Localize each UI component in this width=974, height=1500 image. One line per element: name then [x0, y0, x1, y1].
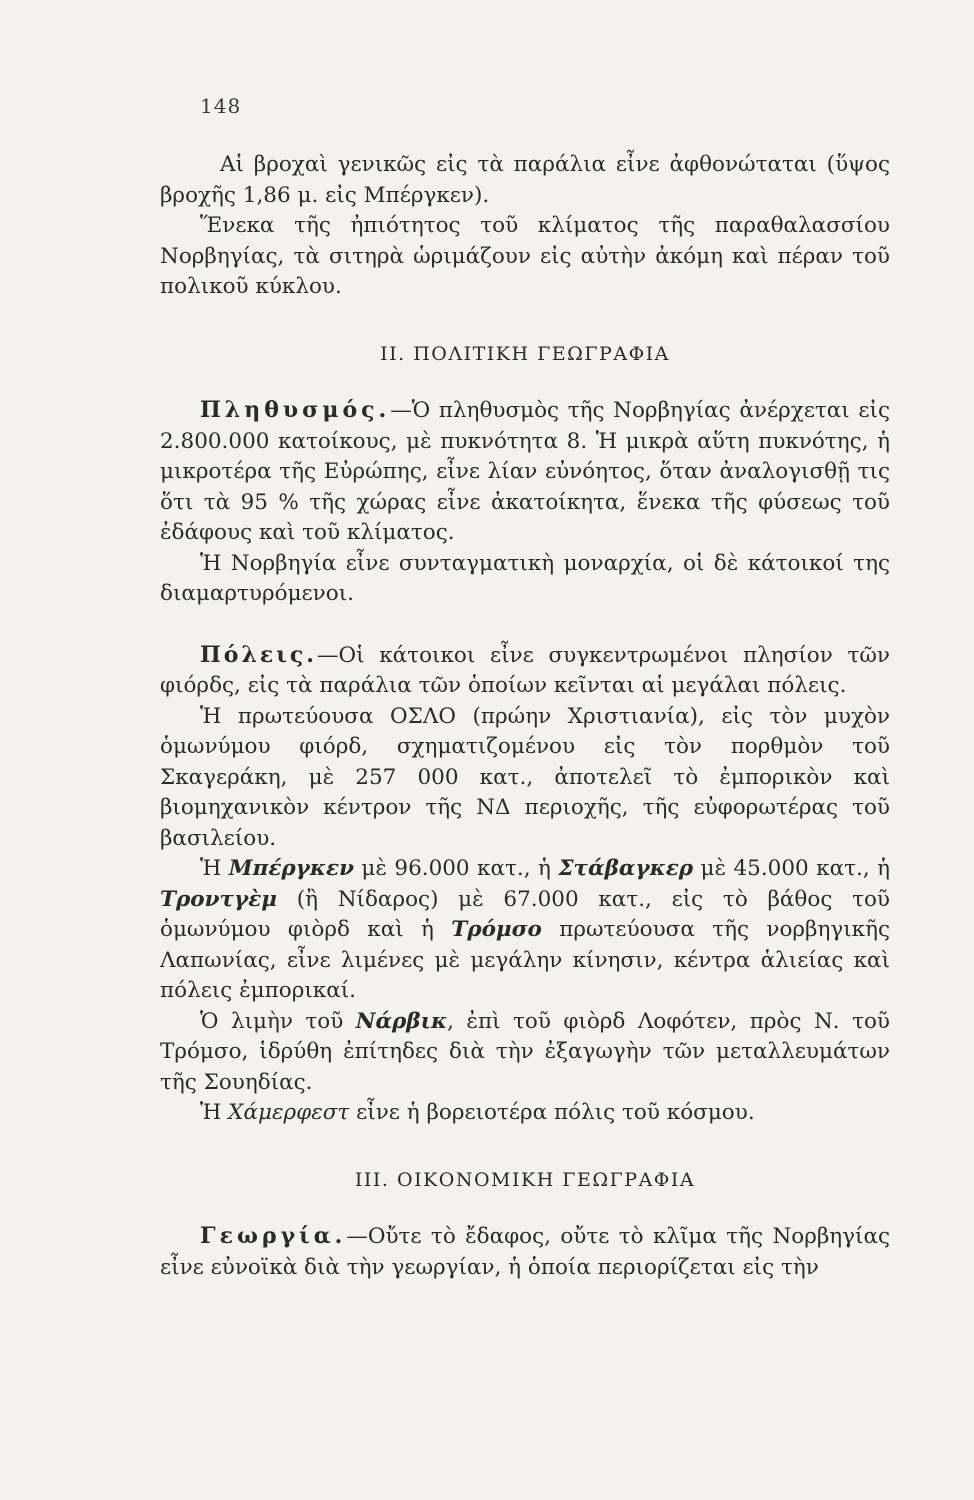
text-run: εἶνε ἡ βορειοτέρα πόλις τοῦ κόσμου.: [349, 1100, 755, 1125]
text-run: Ὁ λιμὴν τοῦ: [200, 1008, 356, 1034]
paragraph-hammerfest: [160, 1098, 890, 1129]
city-narvik: Νάρβικ: [355, 1008, 448, 1034]
page-body: [160, 150, 890, 1283]
agriculture-text: —Οὔτε τὸ ἔδαφος, οὔτε τὸ κλῖμα τῆς Νορβηγίας εἶνε εὐνοϊκὰ διὰ τὴν γεωργίαν, ἡ ὁποία περιορίζεται εἰς τὴν: [160, 1224, 890, 1280]
paragraph-monarchy: Ἡ Νορβηγία εἶνε συνταγματικὴ μοναρχία, οἱ δὲ κάτοικοί της διαμαρτυρόμενοι.: [160, 550, 890, 606]
cities-label: Πόλεις.: [200, 641, 317, 668]
paragraph-ports: [160, 854, 890, 1007]
population-label: Πληθυσμός.: [200, 397, 391, 423]
text-run: πρωτεύουσα τῆς νορβηγικῆς Λαπωνίας, εἶνε λιμένες μὲ μεγάλην κίνησιν, κέντρα ἁλιείας καὶ πόλεις ἐμπορικαί.: [160, 917, 890, 1003]
city-tromso: Τρόμσο: [451, 917, 542, 942]
city-stavanger: Στάβαγκερ: [558, 856, 694, 881]
text-run: Ἡ: [200, 856, 229, 881]
text-run: Ἡ: [200, 1100, 229, 1125]
city-hammerfest: Χάμερφεστ: [228, 1100, 350, 1125]
text-run: , ἐπὶ τοῦ φιὸρδ Λοφότεν, πρὸς Ν. τοῦ Τρόμσο, ἱδρύθη ἐπίτηδες διὰ τὴν ἐξαγωγὴν τῶν μεταλλευμάτων τῆς Σουηδίας.: [160, 1008, 890, 1095]
section-heading-economic: III. ΟΙΚΟΝΟΜΙΚΗ ΓΕΩΓΡΑΦΙΑ: [354, 1168, 696, 1191]
text-run: (ἢ Νίδαρος) μὲ 67.000 κατ., εἰς τὸ βάθος τοῦ ὁμωνύμου φιὸρδ καὶ ἡ: [160, 886, 890, 942]
paragraph-narvik: [160, 1007, 890, 1099]
paragraph-rainfall: Αἱ βροχαὶ γενικῶς εἰς τὰ παράλια εἶνε ἀφθονώταται (ὕψος βροχῆς 1,86 μ. εἰς Μπέργκεν).: [160, 152, 890, 208]
city-bergen: Μπέργκεν: [228, 856, 354, 881]
paragraph-population: [160, 395, 890, 549]
population-text: —Ὁ πληθυσμὸς τῆς Νορβηγίας ἀνέρχεται εἰς 2.800.000 κατοίκους, μὲ πυκνότητα 8. Ἡ μικρὰ αὕτη πυκνότης, ἡ μικροτέρα τῆς Εὐρώπης, εἶνε λίαν εὐνόητος, ὅταν ἀναλογισθῇ τις ὅτι τὰ 95 % τῆς χώρας εἶνε ἀκατοίκητα, ἕνεκα τῆς φύσεως τοῦ ἐδάφους καὶ τοῦ κλίματος.: [160, 398, 890, 545]
page-number: 148: [200, 94, 242, 118]
section-heading-political: II. ΠΟΛΙΤΙΚΗ ΓΕΩΓΡΑΦΙΑ: [380, 342, 670, 365]
city-trondheim: Τροντγὲμ: [160, 886, 278, 912]
paragraph-oslo: Ἡ πρωτεύουσα ΟΣΛΟ (πρώην Χριστιανία), εἰς τὸν μυχὸν ὁμωνύμου φιόρδ, σχηματιζομένου εἰς τὸν πορθμὸν τοῦ Σκαγεράκη, μὲ 257 000 κατ., ἀποτελεῖ τὸ ἐμπορικὸν καὶ βιομηχανικὸν κέντρον τῆς ΝΔ περιοχῆς, τῆς εὐφορωτέρας τοῦ βασιλείου.: [160, 703, 890, 851]
text-run: μὲ 45.000 κατ., ἡ: [693, 856, 890, 881]
paragraph-cities: [160, 640, 890, 702]
text-run: μὲ 96.000 κατ., ἡ: [353, 856, 559, 881]
paragraph-climate: Ἕνεκα τῆς ἠπιότητος τοῦ κλίματος τῆς παραθαλασσίου Νορβηγίας, τὰ σιτηρὰ ὡριμάζουν εἰς αὐτὴν ἀκόμη καὶ πέραν τοῦ πολικοῦ κύκλου.: [160, 213, 890, 299]
agriculture-label: Γεωργία.: [200, 1223, 347, 1249]
paragraph-agriculture: [160, 1221, 890, 1283]
cities-text: —Οἱ κάτοικοι εἶνε συγκεντρωμένοι πλησίον τῶν φιόρδς, εἰς τὰ παράλια τῶν ὁποίων κεῖνται αἱ μεγάλαι πόλεις.: [160, 642, 890, 698]
